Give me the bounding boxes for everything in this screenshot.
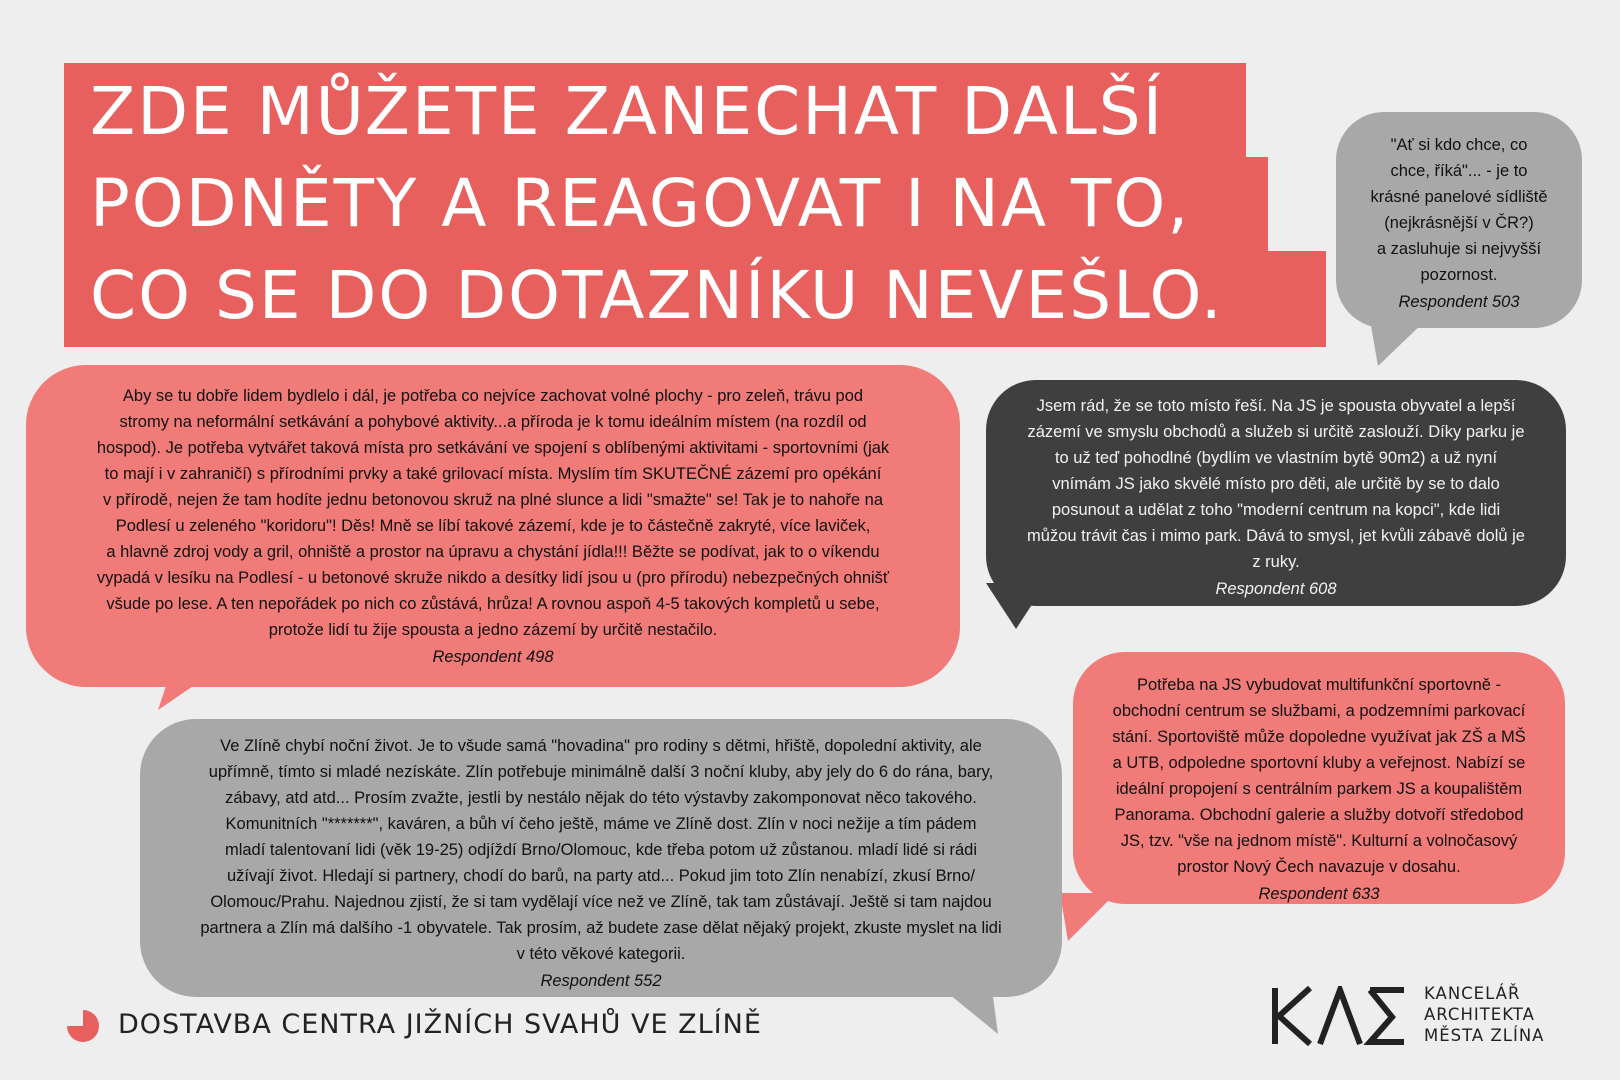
quote-line: užívají život. Hledají si partnery, chodí do barů, na party atd... Pokud jim toto Zlín nenabízí, zkusí Brno/ <box>226 867 976 885</box>
respondent-label: Respondent 503 <box>1398 293 1520 311</box>
quote-line: můžou trávit čas i mimo park. Dává to smysl, jet kvůli zábavě dolů je <box>1027 527 1525 545</box>
quote-line: zázemí ve smyslu obchodů a služeb si určitě zaslouží. Díky parku je <box>1027 423 1525 441</box>
quote-line: protože lidí tu žije spousta a jedno zázemí by určitě nestačilo. <box>268 621 718 639</box>
quote-line: všude po lese. A ten nepořádek po nich co zůstává, hrůza! A rovnou aspoň 4-5 takových kompletů u sebe, <box>106 595 880 613</box>
quote-line: posunout a udělat z toho "moderní centrum na kopci", kde lidi <box>1051 501 1501 519</box>
quote-line: a zasluhuje si nejvyšší <box>1376 240 1542 258</box>
headline-line-2: PODNĚTY A REAGOVAT I NA TO, <box>90 165 1191 242</box>
quote-line: hospod). Je potřeba vytvářet taková místa pro setkávání ve spojení s oblíbenými aktivitami - sportovními (jak <box>96 439 890 457</box>
quote-line: obchodní centrum se službami, a podzemními parkovací <box>1112 702 1526 720</box>
quote-line: Komunitních "*******", kaváren, a bůh ví čeho ještě, máme ve Zlíně dost. Zlín v noci nežije a tím pádem <box>225 815 977 833</box>
quote-line: zábavy, atd atd... Prosím zvažte, jestli by nestálo nějak do této výstavby zakomponovat něco takového. <box>225 789 977 807</box>
quote-line: Aby se tu dobře lidem bydlelo i dál, je potřeba co nejvíce zachovat volné plochy - pro zeleň, trávu pod <box>122 387 864 405</box>
quote-line: (nejkrásnější v ČR?) <box>1384 214 1534 232</box>
quote-line: v této věkové kategorii. <box>516 945 686 963</box>
quote-line: z ruky. <box>1252 553 1300 571</box>
quote-line: to mají i v zahraničí) s přírodními prvky a také grilovací místa. Myslím tím SKUTEČNÉ zázemí pro opékání <box>104 465 882 483</box>
footer-title: DOSTAVBA CENTRA JIŽNÍCH SVAHŮ VE ZLÍNĚ <box>118 1009 762 1040</box>
quote-bubble-633 <box>1073 652 1565 904</box>
quote-line: v přírodě, nejen že tam hodíte jednu betonovou skruž na plné slunce a lidi "smažte" se! Tak je to nahoře na <box>102 491 884 509</box>
quote-line: Jsem rád, že se toto místo řeší. Na JS je spousta obyvatel a lepší <box>1036 397 1516 415</box>
quote-bubble-503 <box>1336 112 1582 328</box>
pie-logo-icon <box>66 1009 100 1043</box>
respondent-label: Respondent 608 <box>1215 580 1337 598</box>
logo-line: KANCELÁŘ <box>1424 984 1521 1003</box>
quote-line: Podlesí u zeleného "koridoru"! Děs! Mně se líbí takové zázemí, kde je to částečně zakryté, více laviček, <box>115 517 871 535</box>
quote-line: "Ať si kdo chce, co <box>1390 136 1528 154</box>
kam-logo-icon <box>1270 986 1408 1046</box>
respondent-label: Respondent 633 <box>1258 885 1380 903</box>
logo-line: MĚSTA ZLÍNA <box>1424 1026 1545 1045</box>
quote-line: pozornost. <box>1420 266 1498 284</box>
quote-line: JS, tzv. "vše na jednom místě". Kulturní a volnočasový <box>1120 832 1518 850</box>
quote-line: chce, říká"... - je to <box>1390 162 1528 180</box>
quote-bubble-552 <box>140 719 1062 997</box>
headline-line-3: CO SE DO DOTAZNÍKU NEVEŠLO. <box>90 257 1224 334</box>
quote-line: to už teď pohodlné (bydlím ve vlastním bytě 90m2) a už nyní <box>1054 449 1498 467</box>
quote-line: Olomouc/Prahu. Najednou zjistí, že si tam vydělají více než ve Zlíně, tak tam zůstávají. Ještě si tam najdou <box>210 893 992 911</box>
quote-line: ideální propojení s centrálním parkem JS a koupalištěm <box>1115 780 1523 798</box>
quote-line: prostor Nový Čech navazuje v dosahu. <box>1177 858 1461 876</box>
quote-line: Potřeba na JS vybudovat multifunkční sportovně - <box>1136 676 1502 694</box>
quote-line: a UTB, odpoledne sportovní kluby a veřejnost. Nabízí se <box>1112 754 1526 772</box>
quote-line: vnímám JS jako skvělé místo pro děti, ale určitě by se to dalo <box>1052 475 1500 493</box>
quote-line: stání. Sportoviště může dopoledne využívat jak ZŠ a MŠ <box>1112 728 1526 746</box>
logo-line: ARCHITEKTA <box>1424 1005 1535 1024</box>
quote-line: stromy na neformální setkávání a pohybové aktivity...a příroda je k tomu ideálním místem (na rozdíl od <box>119 413 867 431</box>
headline <box>64 63 1326 347</box>
quote-line: a hlavně zdroj vody a gril, ohniště a prostor na úpravu a chystání jídla!!! Běžte se podívat, jak to o víkendu <box>106 543 880 561</box>
headline-line-1: ZDE MŮŽETE ZANECHAT DALŠÍ <box>90 73 1165 150</box>
respondent-label: Respondent 552 <box>540 972 662 990</box>
logo-text <box>1424 983 1544 1046</box>
quote-line: upřímně, tímto si mladé nezískáte. Zlín potřebuje minimálně další 3 noční kluby, aby jely do 6 do rána, bary, <box>208 763 994 781</box>
quote-bubble-608 <box>986 380 1566 606</box>
quote-line: krásné panelové sídliště <box>1370 188 1548 206</box>
quote-line: mladí talentovaní lidi (věk 19-25) odjíždí Brno/Olomouc, kde třeba potom už zůstanou. mladí lidé si rádi <box>224 841 978 859</box>
quote-bubble-498 <box>26 365 960 687</box>
quote-line: partnera a Zlín má dalšího -1 obyvatele. Tak prosím, až budete zase dělat nějaký projekt, zkuste myslet na lidi <box>200 919 1002 937</box>
quote-line: Ve Zlíně chybí noční život. Je to všude samá "hovadina" pro rodiny s dětmi, hřiště, dopolední aktivity, ale <box>220 737 982 755</box>
quote-line: vypadá v lesíku na Podlesí - u betonové skruže nikdo a desítky lidí jsou u (pro přírodu) nebezpečných ohnišť <box>96 569 890 587</box>
quote-line: Panorama. Obchodní galerie a služby dotvoří středobod <box>1114 806 1524 824</box>
respondent-label: Respondent 498 <box>432 648 554 666</box>
